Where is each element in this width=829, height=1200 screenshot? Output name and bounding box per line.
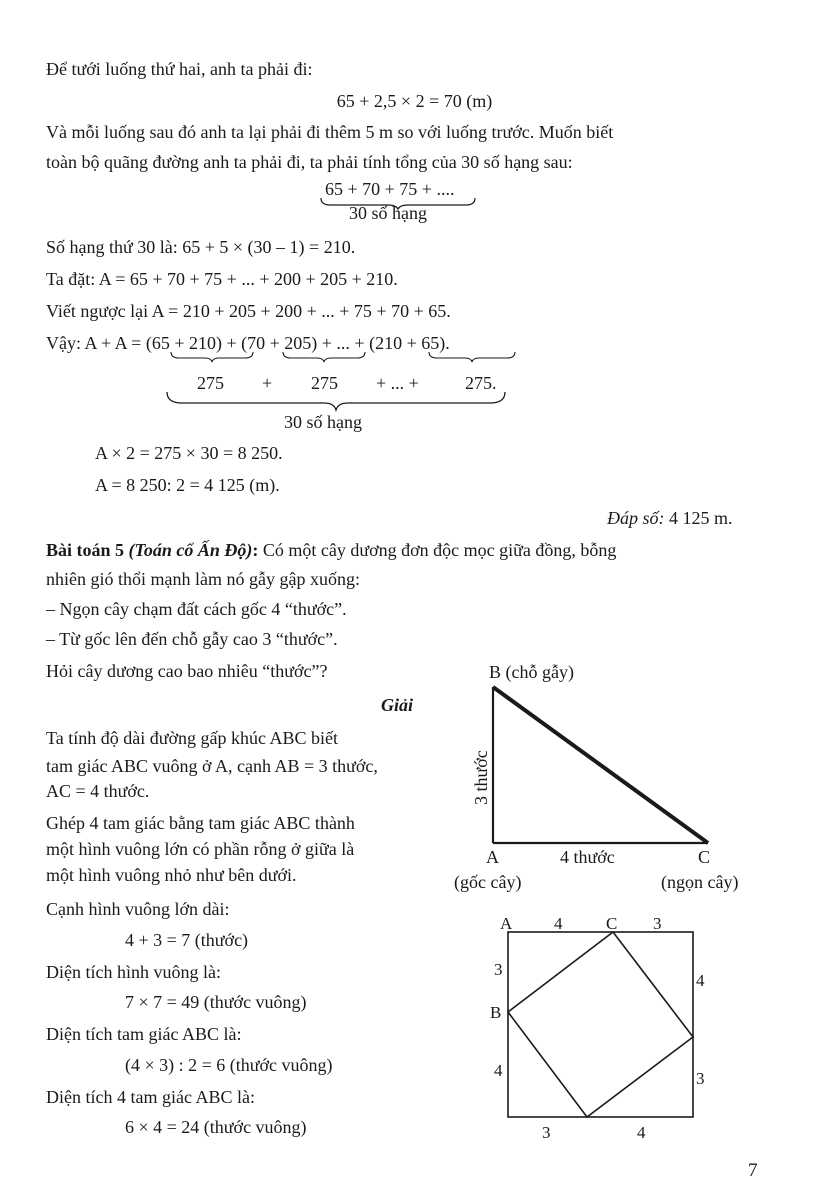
problem-text: Có một cây dương đơn độc mọc giữa đồng, bỗng	[262, 540, 617, 560]
equation: 4 + 3 = 7 (thước)	[125, 930, 249, 950]
label-top: (ngọn cây)	[661, 872, 739, 892]
sum-expression: 65 + 70 + 75 + ....	[325, 179, 455, 199]
label-b: B (chỗ gẫy)	[489, 662, 574, 682]
problem-heading	[46, 539, 616, 561]
square-diagram	[480, 910, 725, 1145]
label-right-3: 3	[696, 1069, 705, 1088]
underbrace-total	[164, 390, 509, 412]
outer-square	[508, 932, 693, 1117]
answer-value: 4 125 m.	[664, 508, 733, 528]
text-line: toàn bộ quãng đường anh ta phải đi, ta phải tính tổng của 30 số hạng sau:	[46, 152, 573, 172]
label-a: A	[486, 847, 499, 867]
text-line: Ta đặt: A = 65 + 70 + 75 + ... + 200 + 205 + 210.	[46, 269, 398, 289]
label-b: B	[490, 1003, 502, 1022]
pair-sum: 275	[311, 373, 338, 393]
text-fragment: :	[252, 540, 263, 560]
problem-label: Bài toán 5	[46, 540, 125, 560]
label-root: (gốc cây)	[454, 872, 522, 892]
text-line: AC = 4 thước.	[46, 781, 150, 801]
underbraces-pairs	[165, 351, 535, 365]
equation: 7 × 7 = 49 (thước vuông)	[125, 992, 307, 1012]
page-number: 7	[748, 1160, 758, 1181]
label-c: C	[606, 914, 618, 933]
plus-dots: + ... +	[376, 373, 419, 393]
text-line: một hình vuông lớn có phần rỗng ở giữa là	[46, 839, 355, 859]
total-term-count: 30 số hạng	[284, 412, 362, 432]
label-ac-length: 4 thước	[560, 847, 615, 867]
text-line: Và mỗi luống sau đó anh ta lại phải đi thêm 5 m so với luống trước. Muốn biết	[46, 122, 614, 142]
equation: 6 × 4 = 24 (thước vuông)	[125, 1117, 307, 1137]
label-left-4: 4	[494, 1061, 503, 1080]
equation: (4 × 3) : 2 = 6 (thước vuông)	[125, 1055, 333, 1075]
equation: A = 8 250: 2 = 4 125 (m).	[95, 475, 280, 495]
text-line: Diện tích hình vuông là:	[46, 962, 221, 982]
text-line: tam giác ABC vuông ở A, cạnh AB = 3 thước,	[46, 756, 378, 776]
label-top-4: 4	[554, 914, 563, 933]
text-line: Ta tính độ dài đường gấp khúc ABC biết	[46, 728, 338, 748]
text-line: Để tưới luống thứ hai, anh ta phải đi:	[46, 59, 313, 79]
answer	[607, 507, 733, 529]
text-line: một hình vuông nhỏ như bên dưới.	[46, 865, 297, 885]
question: Hỏi cây dương cao bao nhiêu “thước”?	[46, 661, 328, 681]
label-c: C	[698, 847, 711, 867]
sum-term-count: 30 số hạng	[349, 203, 427, 223]
side-bc	[493, 687, 708, 843]
pair-sum: 275	[197, 373, 224, 393]
text-fragment: Vậy: A + A =	[46, 333, 146, 353]
text-line: Cạnh hình vuông lớn dài:	[46, 899, 230, 919]
bullet-item: – Ngọn cây chạm đất cách gốc 4 “thước”.	[46, 599, 347, 619]
text-line: Viết ngược lại A = 210 + 205 + 200 + ... + 75 + 70 + 65.	[46, 301, 451, 321]
text-line: nhiên gió thổi mạnh làm nó gẫy gập xuống:	[46, 569, 360, 589]
label-ab-length: 3 thước	[471, 750, 491, 805]
label-top-3: 3	[653, 914, 662, 933]
problem-source: (Toán cổ Ấn Độ)	[124, 540, 253, 560]
plus-sign: +	[262, 373, 273, 393]
text-fragment: +	[221, 333, 242, 353]
label-bottom-4: 4	[637, 1123, 646, 1142]
pair-sum: 275.	[465, 373, 497, 393]
text-line: Số hạng thứ 30 là: 65 + 5 × (30 – 1) = 210.	[46, 237, 356, 257]
pair-term: (70 + 205)	[241, 333, 318, 353]
answer-label: Đáp số:	[607, 508, 665, 528]
text-fragment: .	[445, 333, 450, 353]
label-bottom-3: 3	[542, 1123, 551, 1142]
equation: A × 2 = 275 × 30 = 8 250.	[95, 443, 283, 463]
label-right-4: 4	[696, 971, 705, 990]
text-line: Diện tích 4 tam giác ABC là:	[46, 1087, 255, 1107]
text-line: Ghép 4 tam giác bằng tam giác ABC thành	[46, 813, 355, 833]
pair-term: (210 + 65)	[369, 333, 446, 353]
bullet-item: – Từ gốc lên đến chỗ gẫy cao 3 “thước”.	[46, 629, 338, 649]
text-line: Diện tích tam giác ABC là:	[46, 1024, 242, 1044]
solution-title: Giải	[381, 695, 414, 715]
text-fragment: + ... +	[317, 333, 370, 353]
label-left-3: 3	[494, 960, 503, 979]
equation: 65 + 2,5 × 2 = 70 (m)	[336, 91, 493, 111]
label-a: A	[500, 914, 513, 933]
triangle-diagram	[440, 655, 770, 900]
inner-square	[508, 932, 693, 1117]
pair-term: (65 + 210)	[145, 333, 222, 353]
